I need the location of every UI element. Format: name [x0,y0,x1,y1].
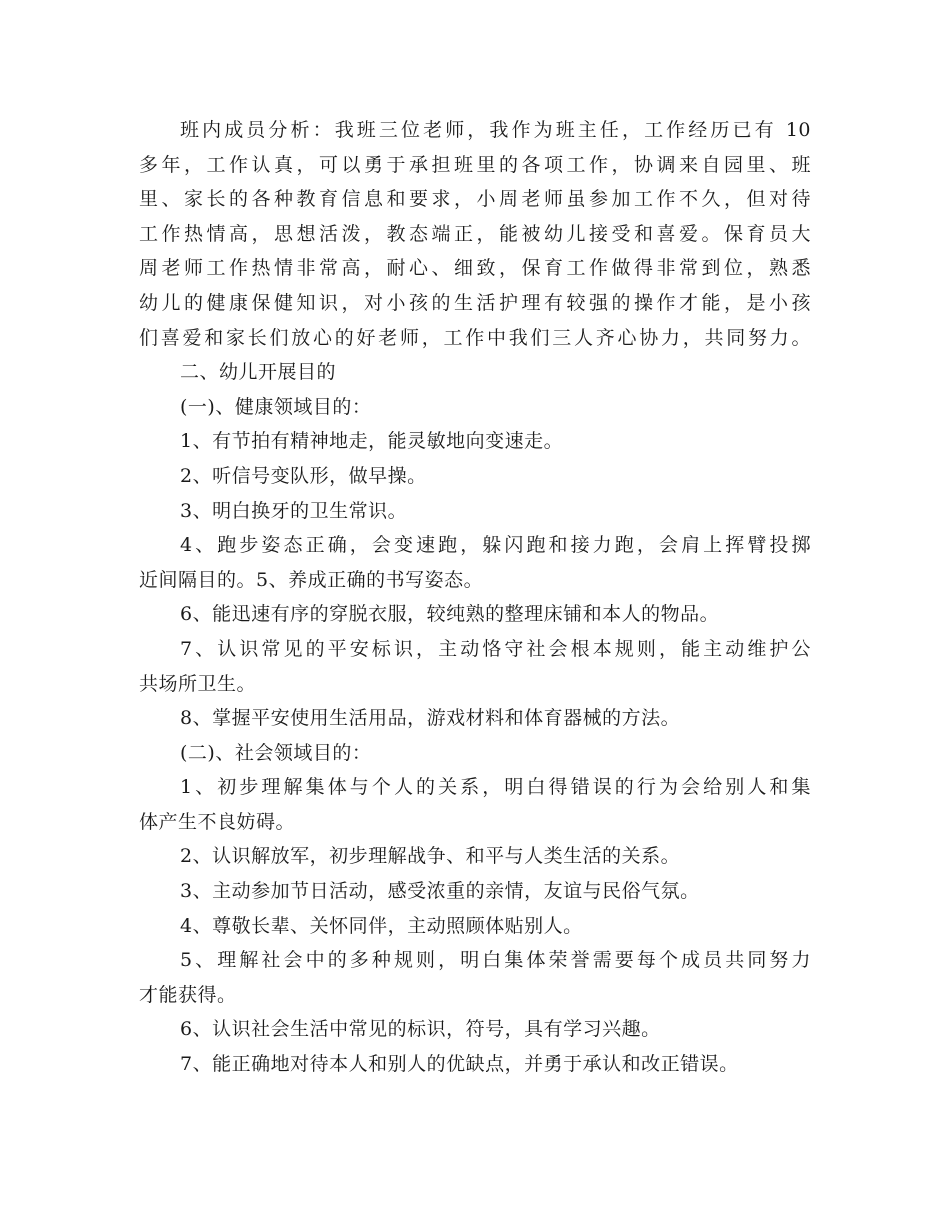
paragraph-line: 工作热情高，思想活泼，教态端正，能被幼儿接受和喜爱。保育员大 [139,222,811,245]
paragraph-line: 周老师工作热情非常高，耐心、细致，保育工作做得非常到位，熟悉 [139,257,811,280]
subsection-heading: (二)、社会领域目的： [180,741,372,764]
list-item: 6、认识社会生活中常见的标识，符号，具有学习兴趣。 [180,1018,661,1041]
list-item: 7、能正确地对待本人和别人的优缺点，并勇于承认和改正错误。 [180,1053,739,1076]
list-item: 2、认识解放军，初步理解战争、和平与人类生活的关系。 [180,845,681,868]
subsection-heading: (一)、健康领域目的： [180,395,372,418]
paragraph-line: 里、家长的各种教育信息和要求，小周老师虽参加工作不久，但对待 [139,188,811,211]
list-item: 4、尊敬长辈、关怀同伴，主动照顾体贴别人。 [180,914,583,937]
list-item: 2、听信号变队形，做早操。 [180,464,427,487]
list-item: 4、跑步姿态正确，会变速跑，躲闪跑和接力跑，会肩上挥臂投掷 [180,534,811,557]
list-item: 3、主动参加节日活动，感受浓重的亲情，友谊与民俗气氛。 [180,880,700,903]
list-item: 1、有节拍有精神地走，能灵敏地向变速走。 [180,430,564,453]
list-item: 6、能迅速有序的穿脱衣服，较纯熟的整理床铺和本人的物品。 [180,603,720,626]
paragraph-line: 们喜爱和家长们放心的好老师，工作中我们三人齐心协力，共同努力。 [139,326,811,349]
list-item: 3、明白换牙的卫生常识。 [180,499,408,522]
list-item-continuation: 体产生不良妨碍。 [139,810,296,833]
list-item-continuation: 近间隔目的。5、养成正确的书写姿态。 [139,568,484,591]
list-item: 7、认识常见的平安标识，主动恪守社会根本规则，能主动维护公 [180,637,811,660]
list-item-continuation: 才能获得。 [139,983,237,1006]
list-item: 5、理解社会中的多种规则，明白集体荣誉需要每个成员共同努力 [180,949,811,972]
list-item-continuation: 共场所卫生。 [139,672,257,695]
list-item: 1、初步理解集体与个人的关系，明白得错误的行为会给别人和集 [180,776,811,799]
paragraph-line: 幼儿的健康保健知识，对小孩的生活护理有较强的操作才能，是小孩 [139,291,811,314]
paragraph-line: 班内成员分析：我班三位老师，我作为班主任，工作经历已有 10 [180,119,811,141]
paragraph-line: 多年，工作认真，可以勇于承担班里的各项工作，协调来自园里、班 [139,153,811,176]
document-body [139,113,811,1082]
section-heading: 二、幼儿开展目的 [180,361,337,384]
list-item: 8、掌握平安使用生活用品，游戏材料和体育器械的方法。 [180,707,681,730]
